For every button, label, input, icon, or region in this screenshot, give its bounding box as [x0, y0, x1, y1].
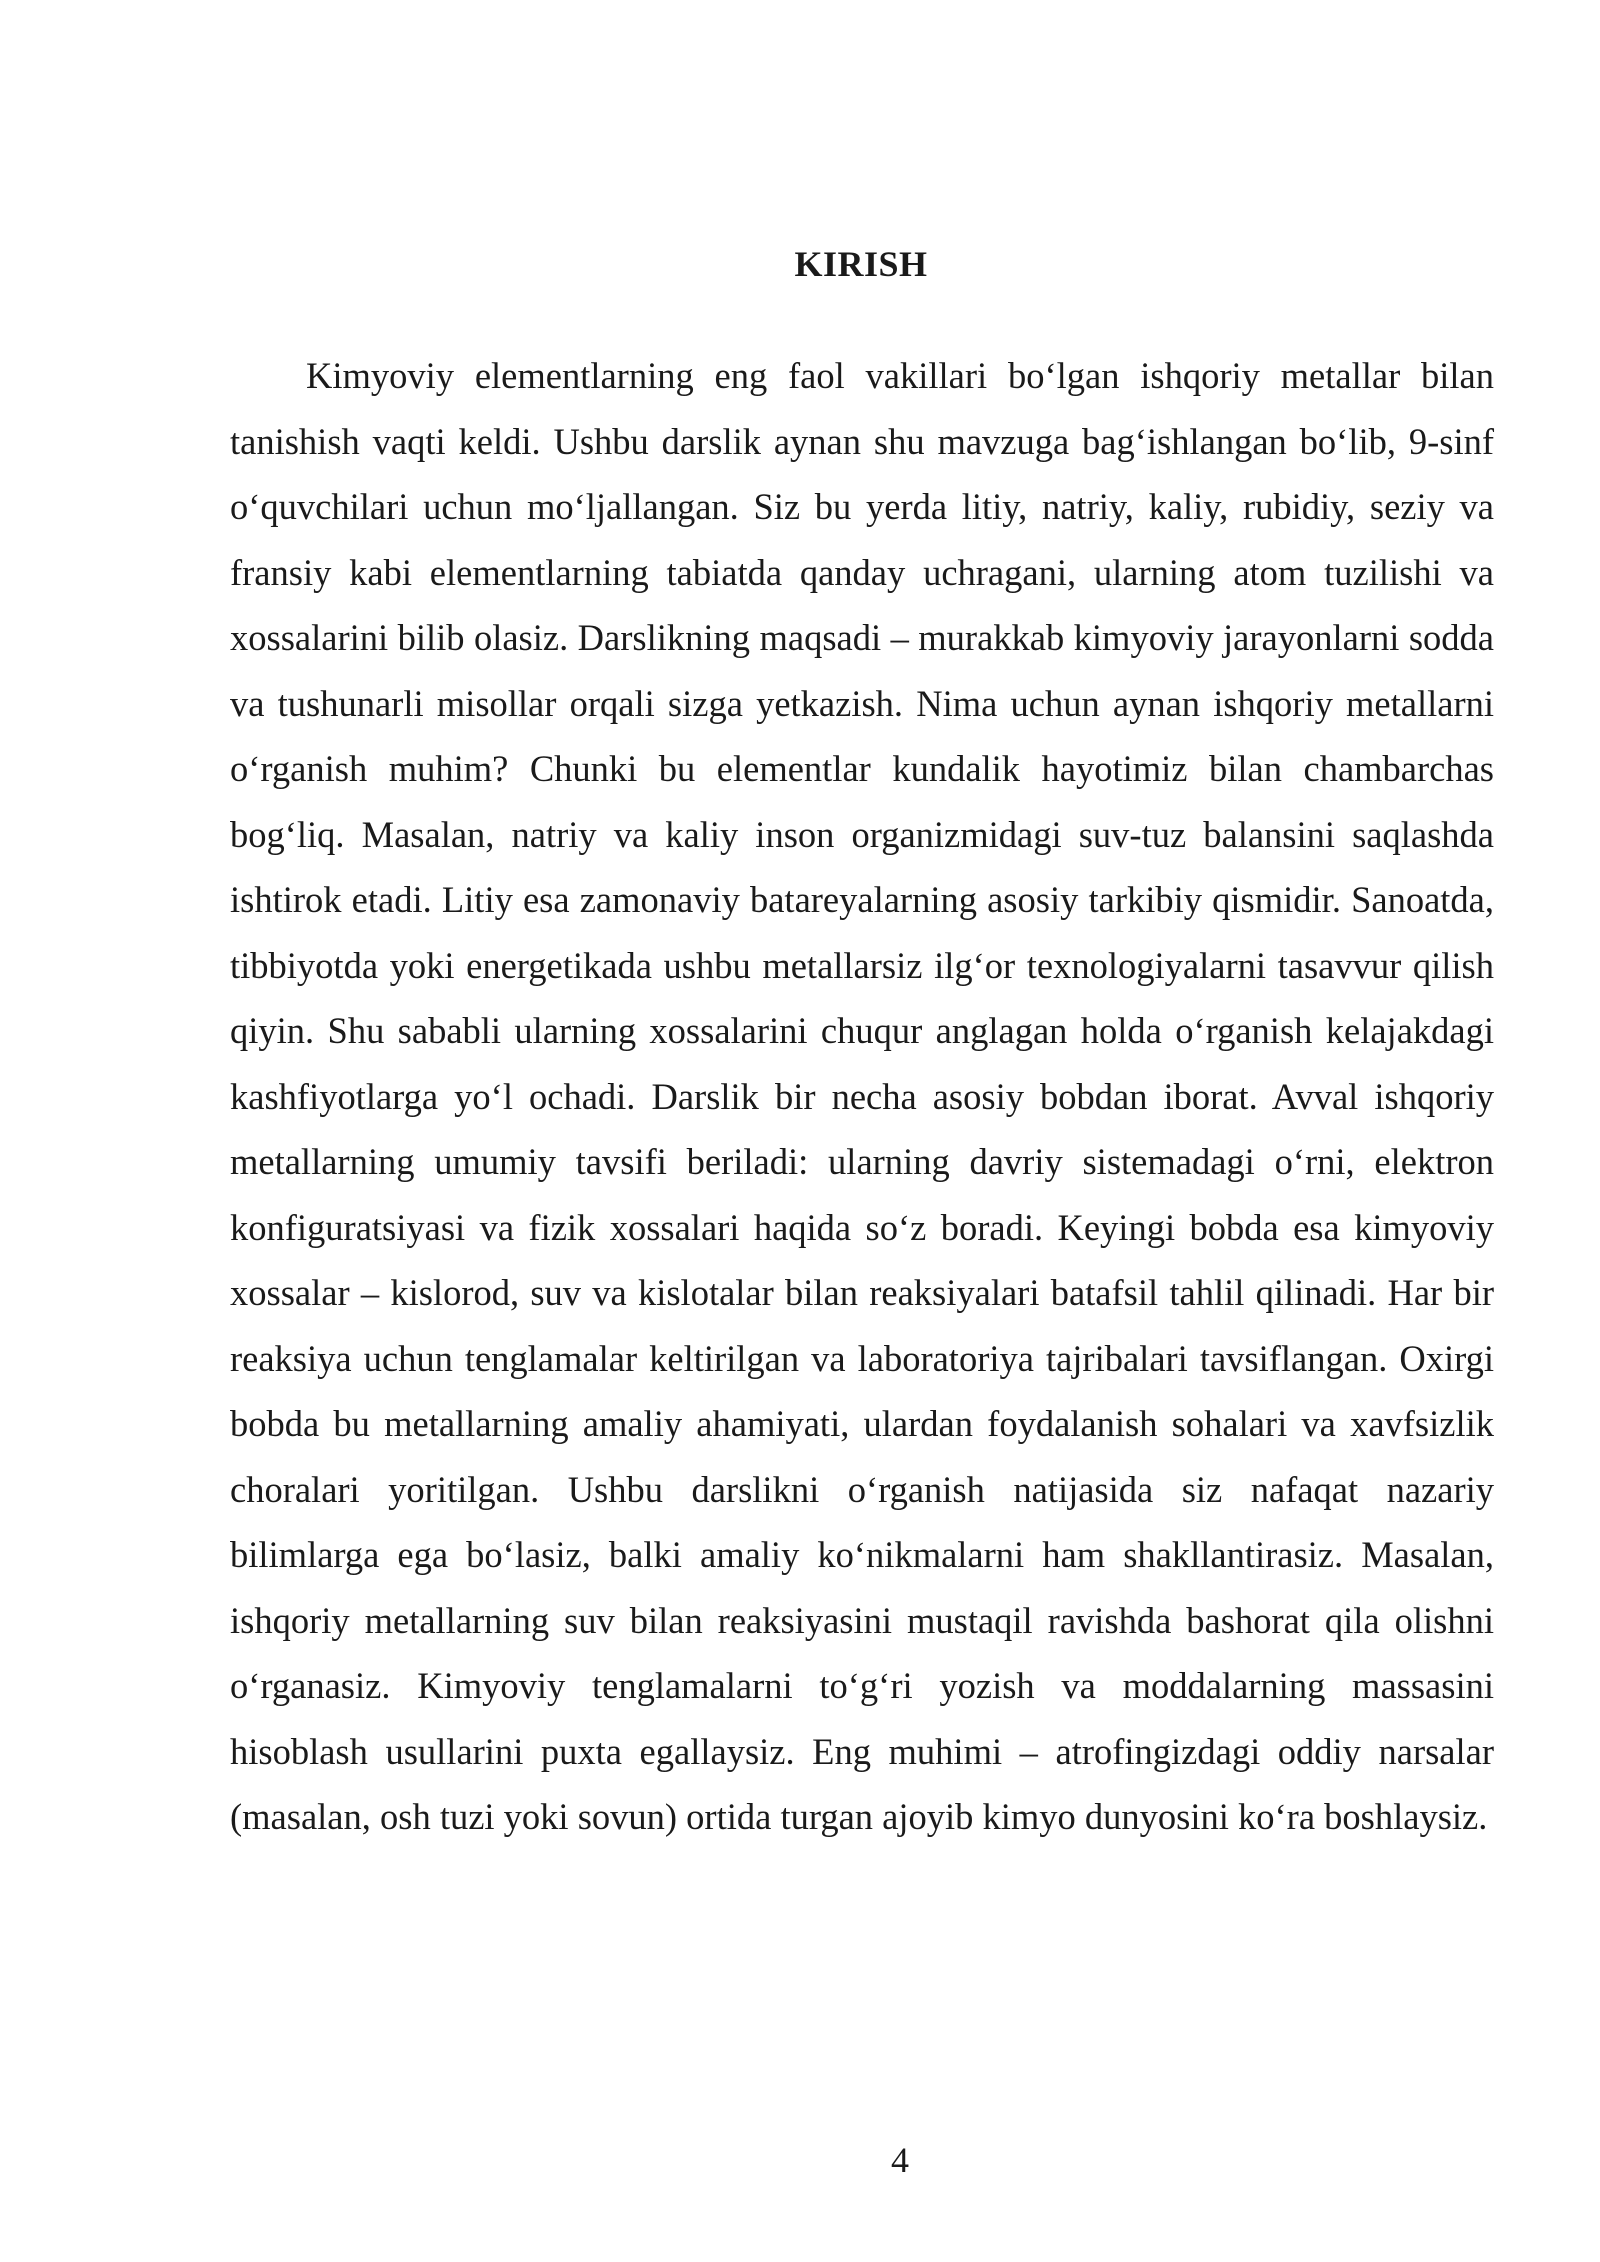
page-title: KIRISH	[794, 244, 928, 285]
page-number: 4	[891, 2140, 909, 2180]
body-paragraph: Kimyoviy elementlarning eng faol vakillari bo‘lgan ishqoriy metallar bilan tanishish vaqti keldi. Ushbu darslik aynan shu mavzuga bag‘ishlangan bo‘lib, 9-sinf o‘quvchilari uchun mo‘ljallangan. Siz bu yerda litiy, natriy, kaliy, rubidiy, seziy va fransiy kabi elementlarning tabiatda qanday uchragani, ularning atom tuzilishi va xossalarini bilib olasiz. Darslikning maqsadi – murakkab kimyoviy jarayonlarni sodda va tushunarli misollar orqali sizga yetkazish. Nima uchun aynan ishqoriy metallarni o‘rganish muhim? Chunki bu elementlar kundalik hayotimiz bilan chambarchas bog‘liq. Masalan, natriy va kaliy inson organizmidagi suv-tuz balansini saqlashda ishtirok etadi. Litiy esa zamonaviy batareyalarning asosiy tarkibiy qismidir. Sanoatda, tibbiyotda yoki energetikada ushbu metallarsiz ilg‘or texnologiyalarni tasavvur qilish qiyin. Shu sababli ularning xossalarini chuqur anglagan holda o‘rganish kelajakdagi kashfiyotlarga yo‘l ochadi. Darslik bir necha asosiy bobdan iborat. Avval ishqoriy metallarning umumiy tavsifi beriladi: ularning davriy sistemadagi o‘rni, elektron konfiguratsiyasi va fizik xossalari haqida so‘z boradi. Keyingi bobda esa kimyoviy xossalar – kislorod, suv va kislotalar bilan reaksiyalari batafsil tahlil qilinadi. Har bir reaksiya uchun tenglamalar keltirilgan va laboratoriya tajribalari tavsiflangan. Oxirgi bobda bu metallarning amaliy ahamiyati, ulardan foydalanish sohalari va xavfsizlik choralari yoritilgan. Ushbu darslikni o‘rganish natijasida siz nafaqat nazariy bilimlarga ega bo‘lasiz, balki amaliy ko‘nikmalarni ham shakllantirasiz. Masalan, ishqoriy metallarning suv bilan reaksiyasini mustaqil ravishda bashorat qila olishni o‘rganasiz. Kimyoviy tenglamalarni to‘g‘ri yozish va moddalarning massasini hisoblash usullarini puxta egallaysiz. Eng muhimi – atrofingizdagi oddiy narsalar (masalan, osh tuzi yoki sovun) ortida turgan ajoyib kimyo dunyosini ko‘ra boshlaysiz.	[230, 355, 1494, 1837]
